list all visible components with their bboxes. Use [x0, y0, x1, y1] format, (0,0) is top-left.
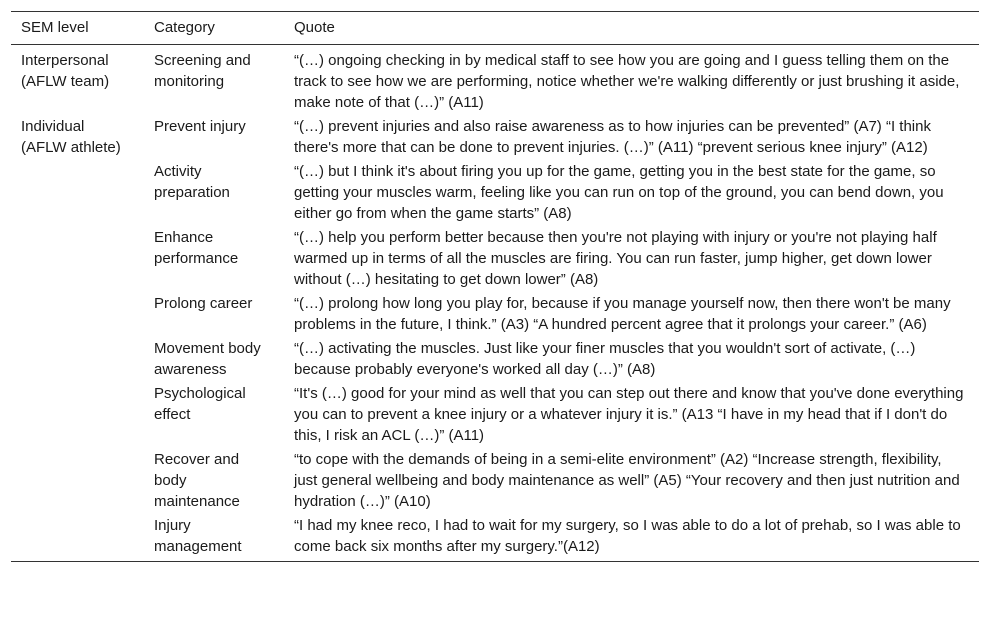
quotes-table-container [11, 11, 979, 562]
cell-sem-level [11, 159, 144, 225]
table-row [11, 447, 979, 513]
table-header [11, 12, 979, 45]
cell-sem-level [11, 336, 144, 381]
cell-quote: “It's (…) good for your mind as well that you can step out there and know that you've done everything you can to prevent a knee injury or a whatever injury it is.” (A13 “I have in my head that if I don't do this, I risk an ACL (…)” (A11) [294, 385, 964, 444]
header-quote: Quote [294, 19, 335, 36]
cell-category: Recover and body maintenance [154, 451, 240, 510]
cell-sem-level: Individual (AFLW athlete) [21, 118, 121, 156]
cell-category: Prevent injury [154, 118, 246, 135]
header-sem-level: SEM level [21, 19, 89, 36]
table-row [11, 159, 979, 225]
table-row [11, 114, 979, 159]
cell-quote: “(…) help you perform better because then you're not playing with injury or you're not playing half warmed up in terms of all the muscles are firing. You can run faster, jump higher, get down lower without (…) hesitating to get down lower” (A8) [294, 229, 937, 288]
cell-sem-level [11, 513, 144, 562]
cell-quote: “(…) activating the muscles. Just like your finer muscles that you wouldn't sort of activate, (…) because probably everyone's worked all day (…)” (A8) [294, 340, 916, 378]
cell-category: Enhance performance [154, 229, 239, 267]
cell-sem-level [11, 225, 144, 291]
table-row [11, 381, 979, 447]
cell-category: Prolong career [154, 295, 253, 312]
cell-quote: “I had my knee reco, I had to wait for my surgery, so I was able to do a lot of prehab, so I was able to come back six months after my surgery.”(A12) [294, 517, 961, 555]
cell-sem-level [11, 291, 144, 336]
table-body [11, 45, 979, 562]
cell-quote: “to cope with the demands of being in a semi-elite environment” (A2) “Increase strength, flexibility, just general wellbeing and body maintenance as well” (A5) “Your recovery and then just nutrition and hydration (…)” (A10) [294, 451, 960, 510]
cell-category: Activity preparation [154, 163, 230, 201]
cell-sem-level [11, 381, 144, 447]
cell-quote: “(…) prevent injuries and also raise awareness as to how injuries can be prevented” (A7) “I think there's more that can be done to prevent injuries. (…)” (A11) “prevent serious knee injury” (A12) [294, 118, 931, 156]
cell-quote: “(…) but I think it's about firing you up for the game, getting you in the best state for the game, so getting your muscles warm, feeling like you can run on top of the ground, you can bend down, you either go from when the game starts” (A8) [294, 163, 944, 222]
cell-category: Psychological effect [154, 385, 246, 423]
table-row [11, 291, 979, 336]
table-row [11, 513, 979, 562]
cell-sem-level [11, 447, 144, 513]
cell-category: Screening and monitoring [154, 52, 251, 90]
cell-quote: “(…) prolong how long you play for, because if you manage yourself now, then there won't be many problems in the future, I think.” (A3) “A hundred percent agree that it prolongs your career.” (A6) [294, 295, 951, 333]
quotes-table [11, 11, 979, 562]
cell-sem-level: Interpersonal (AFLW team) [21, 52, 110, 90]
header-category: Category [154, 19, 215, 36]
table-row [11, 45, 979, 115]
table-row [11, 336, 979, 381]
table-row [11, 225, 979, 291]
header-row [11, 12, 979, 45]
cell-quote: “(…) ongoing checking in by medical staff to see how you are going and I guess telling them on the track to see how we are performing, notice whether we're walking differently or just brushing it aside, make note of that (…)” (A11) [294, 52, 960, 111]
cell-category: Injury management [154, 517, 242, 555]
cell-category: Movement body awareness [154, 340, 261, 378]
